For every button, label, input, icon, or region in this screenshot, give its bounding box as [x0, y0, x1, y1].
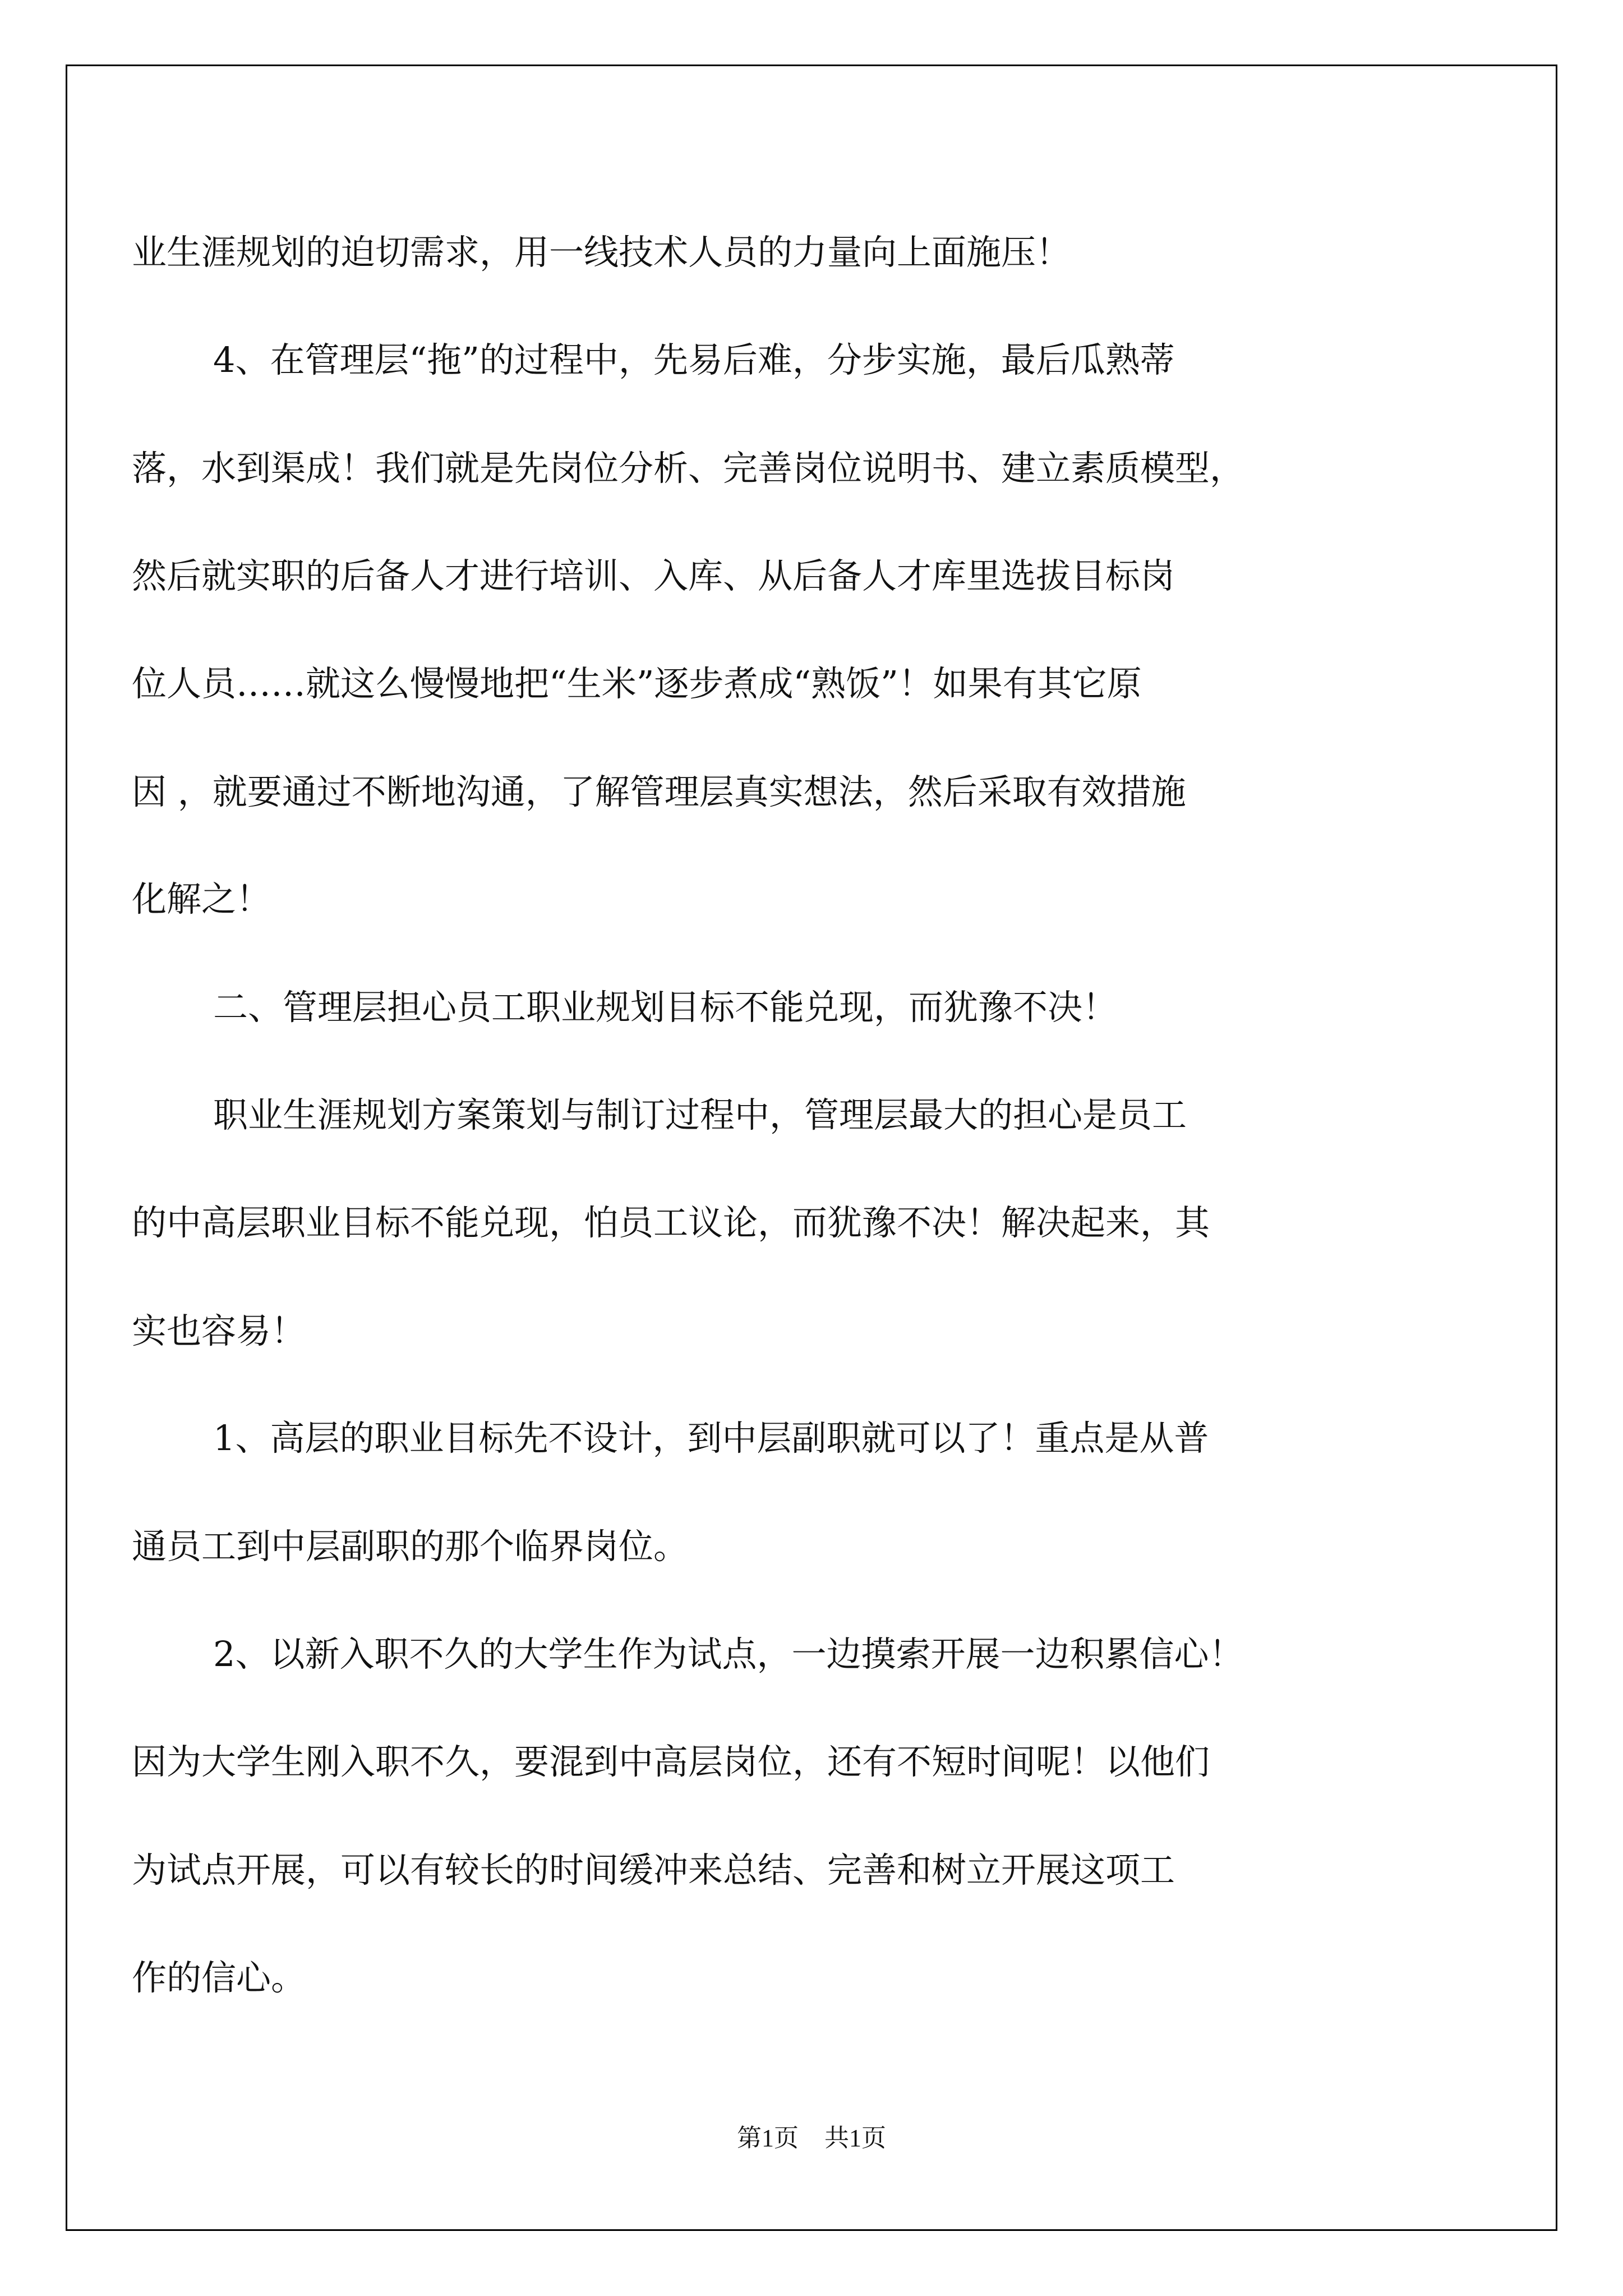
paragraph-line: 业生涯规划的迫切需求，用一线技术人员的力量向上面施压！ [132, 232, 1071, 273]
paragraph-line: 2、以新入职不久的大学生作为试点，一边摸索开展一边积累信心！ [213, 1634, 1244, 1674]
paragraph-line: 作的信心。 [132, 1957, 306, 1998]
paragraph-line: 落，水到渠成！我们就是先岗位分析、完善岗位说明书、建立素质模型， [132, 448, 1245, 489]
paragraph-line: 通员工到中层副职的那个临界岗位。 [132, 1526, 689, 1567]
paragraph-line: 1、高层的职业目标先不设计，到中层副职就可以了！重点是从普 [213, 1418, 1209, 1458]
paragraph-line: 职业生涯规划方案策划与制订过程中，管理层最大的担心是员工 [213, 1094, 1187, 1135]
page-border [66, 65, 1557, 2231]
paragraph-line: 为试点开展，可以有较长的时间缓冲来总结、完善和树立开展这项工 [132, 1849, 1175, 1890]
page-number-total: 共1页 [824, 2124, 886, 2152]
page-footer [0, 2122, 1623, 2155]
paragraph-line: 实也容易！ [132, 1310, 306, 1351]
page-number-current: 第1页 [737, 2124, 799, 2152]
section-heading: 二、管理层担心员工职业规划目标不能兑现，而犹豫不决！ [213, 987, 1118, 1028]
paragraph-line: 因为大学生刚入职不久，要混到中高层岗位，还有不短时间呢！以他们 [132, 1741, 1210, 1782]
paragraph-line: 4、在管理层“拖”的过程中，先易后难，分步实施，最后瓜熟蒂 [213, 339, 1175, 380]
paragraph-line: 的中高层职业目标不能兑现，怕员工议论，而犹豫不决！解决起来，其 [132, 1202, 1210, 1243]
paragraph-line: 化解之！ [132, 878, 271, 919]
paragraph-line: 然后就实职的后备人才进行培训、入库、从后备人才库里选拔目标岗 [132, 555, 1175, 596]
paragraph-line: 因 ，就要通过不断地沟通，了解管理层真实想法，然后采取有效措施 [132, 771, 1186, 812]
paragraph-line: 位人员……就这么慢慢地把“生米”逐步煮成“熟饭”！如果有其它原 [132, 663, 1142, 704]
